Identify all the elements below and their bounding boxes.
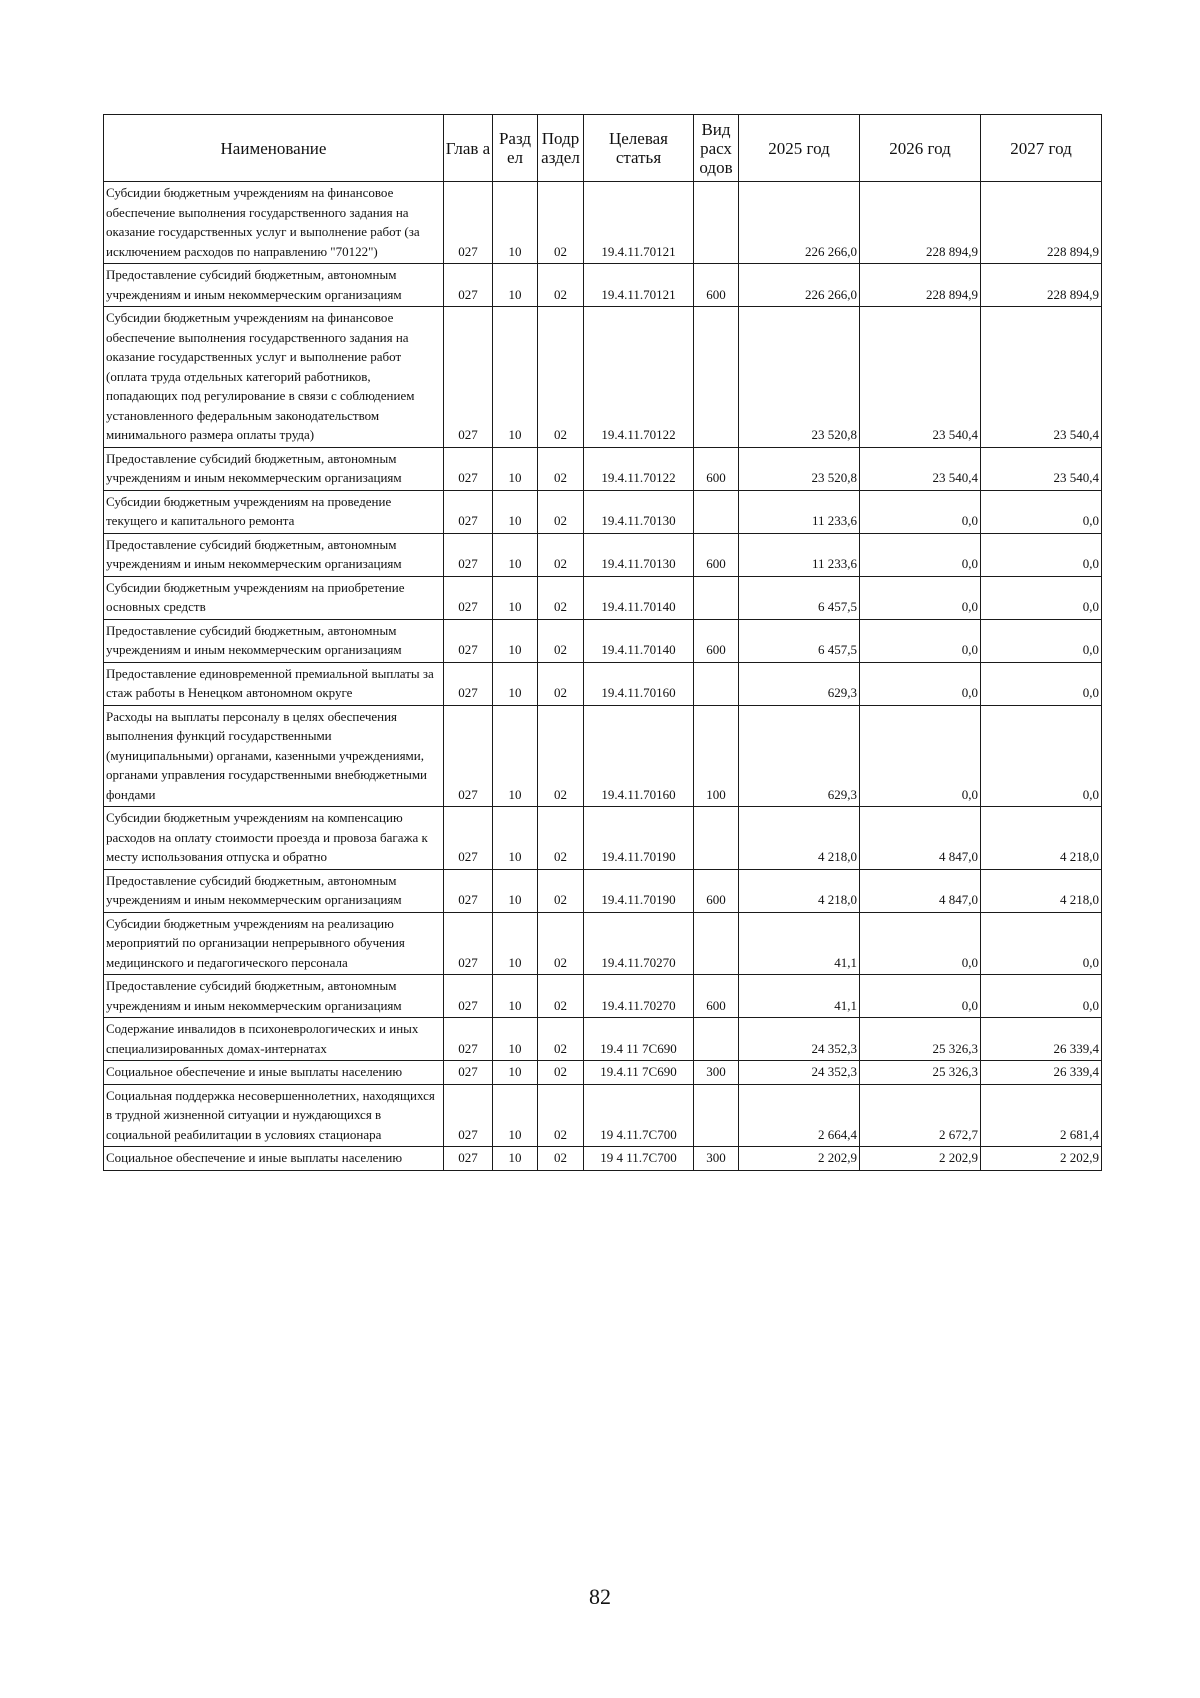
cell-vid: 300 bbox=[694, 1061, 739, 1085]
cell-vid bbox=[694, 662, 739, 705]
cell-razdel: 10 bbox=[493, 264, 538, 307]
cell-glava: 027 bbox=[444, 447, 493, 490]
table-row bbox=[104, 705, 1102, 807]
cell-target: 19.4.11.70160 bbox=[584, 662, 694, 705]
cell-razdel: 10 bbox=[493, 807, 538, 870]
cell-vid: 600 bbox=[694, 619, 739, 662]
cell-name: Субсидии бюджетным учреждениям на реализацию мероприятий по организации непрерывного обучения медицинского и педагогического персонала bbox=[104, 912, 444, 975]
cell-target: 19.4.11 7С690 bbox=[584, 1061, 694, 1085]
cell-podrazdel: 02 bbox=[538, 447, 584, 490]
cell-2027: 228 894,9 bbox=[981, 182, 1102, 264]
cell-name: Предоставление субсидий бюджетным, автономным учреждениям и иным некоммерческим организациям bbox=[104, 264, 444, 307]
cell-razdel: 10 bbox=[493, 447, 538, 490]
table-row bbox=[104, 1147, 1102, 1171]
cell-2025: 6 457,5 bbox=[739, 619, 860, 662]
table-row bbox=[104, 975, 1102, 1018]
header-2026: 2026 год bbox=[860, 115, 981, 182]
cell-2026: 0,0 bbox=[860, 576, 981, 619]
cell-2027: 2 202,9 bbox=[981, 1147, 1102, 1171]
cell-target: 19.4.11.70121 bbox=[584, 264, 694, 307]
cell-vid: 100 bbox=[694, 705, 739, 807]
cell-razdel: 10 bbox=[493, 619, 538, 662]
cell-podrazdel: 02 bbox=[538, 705, 584, 807]
cell-name: Социальная поддержка несовершеннолетних, находящихся в трудной жизненной ситуации и нуждающихся в социальной реабилитации в условиях стационара bbox=[104, 1084, 444, 1147]
cell-target: 19.4.11.70190 bbox=[584, 869, 694, 912]
cell-2026: 0,0 bbox=[860, 533, 981, 576]
cell-podrazdel: 02 bbox=[538, 975, 584, 1018]
table-row bbox=[104, 807, 1102, 870]
table-row bbox=[104, 264, 1102, 307]
table-row bbox=[104, 869, 1102, 912]
cell-2026: 0,0 bbox=[860, 662, 981, 705]
cell-name: Предоставление субсидий бюджетным, автономным учреждениям и иным некоммерческим организациям bbox=[104, 447, 444, 490]
cell-2027: 26 339,4 bbox=[981, 1061, 1102, 1085]
page-number: 82 bbox=[589, 1584, 611, 1609]
cell-2027: 0,0 bbox=[981, 912, 1102, 975]
header-target: Целевая статья bbox=[584, 115, 694, 182]
cell-2026: 4 847,0 bbox=[860, 869, 981, 912]
cell-glava: 027 bbox=[444, 264, 493, 307]
cell-name: Субсидии бюджетным учреждениям на компенсацию расходов на оплату стоимости проезда и провоза багажа к месту использования отпуска и обратно bbox=[104, 807, 444, 870]
cell-razdel: 10 bbox=[493, 490, 538, 533]
cell-2026: 0,0 bbox=[860, 619, 981, 662]
cell-2027: 228 894,9 bbox=[981, 264, 1102, 307]
cell-vid bbox=[694, 182, 739, 264]
cell-glava: 027 bbox=[444, 533, 493, 576]
cell-2025: 41,1 bbox=[739, 912, 860, 975]
table-row bbox=[104, 576, 1102, 619]
cell-2025: 24 352,3 bbox=[739, 1061, 860, 1085]
cell-podrazdel: 02 bbox=[538, 1061, 584, 1085]
cell-2025: 11 233,6 bbox=[739, 533, 860, 576]
header-2025: 2025 год bbox=[739, 115, 860, 182]
cell-2025: 629,3 bbox=[739, 705, 860, 807]
cell-podrazdel: 02 bbox=[538, 619, 584, 662]
cell-name: Социальное обеспечение и иные выплаты населению bbox=[104, 1061, 444, 1085]
cell-2025: 41,1 bbox=[739, 975, 860, 1018]
cell-podrazdel: 02 bbox=[538, 1147, 584, 1171]
cell-2025: 226 266,0 bbox=[739, 182, 860, 264]
cell-glava: 027 bbox=[444, 1061, 493, 1085]
cell-2027: 4 218,0 bbox=[981, 807, 1102, 870]
cell-2026: 23 540,4 bbox=[860, 447, 981, 490]
cell-2025: 6 457,5 bbox=[739, 576, 860, 619]
cell-2025: 23 520,8 bbox=[739, 307, 860, 448]
cell-2025: 11 233,6 bbox=[739, 490, 860, 533]
cell-2025: 2 202,9 bbox=[739, 1147, 860, 1171]
cell-podrazdel: 02 bbox=[538, 576, 584, 619]
header-name: Наименование bbox=[104, 115, 444, 182]
cell-name: Предоставление единовременной премиальной выплаты за стаж работы в Ненецком автономном округе bbox=[104, 662, 444, 705]
cell-2027: 2 681,4 bbox=[981, 1084, 1102, 1147]
cell-razdel: 10 bbox=[493, 662, 538, 705]
cell-2026: 25 326,3 bbox=[860, 1061, 981, 1085]
cell-name: Субсидии бюджетным учреждениям на финансовое обеспечение выполнения государственного задания на оказание государственных услуг и выполнение работ (за исключением расходов по направлению "70122") bbox=[104, 182, 444, 264]
cell-2027: 23 540,4 bbox=[981, 447, 1102, 490]
cell-target: 19.4.11.70270 bbox=[584, 912, 694, 975]
cell-name: Предоставление субсидий бюджетным, автономным учреждениям и иным некоммерческим организациям bbox=[104, 975, 444, 1018]
cell-name: Субсидии бюджетным учреждениям на приобретение основных средств bbox=[104, 576, 444, 619]
cell-vid bbox=[694, 1018, 739, 1061]
cell-target: 19.4.11.70140 bbox=[584, 619, 694, 662]
cell-name: Предоставление субсидий бюджетным, автономным учреждениям и иным некоммерческим организациям bbox=[104, 533, 444, 576]
cell-vid: 600 bbox=[694, 975, 739, 1018]
cell-podrazdel: 02 bbox=[538, 662, 584, 705]
cell-podrazdel: 02 bbox=[538, 912, 584, 975]
cell-razdel: 10 bbox=[493, 705, 538, 807]
table-row bbox=[104, 182, 1102, 264]
cell-vid bbox=[694, 1084, 739, 1147]
cell-podrazdel: 02 bbox=[538, 1018, 584, 1061]
cell-target: 19.4.11.70190 bbox=[584, 807, 694, 870]
cell-razdel: 10 bbox=[493, 1018, 538, 1061]
cell-glava: 027 bbox=[444, 1084, 493, 1147]
cell-vid bbox=[694, 576, 739, 619]
cell-vid: 600 bbox=[694, 533, 739, 576]
cell-target: 19.4.11.70130 bbox=[584, 490, 694, 533]
cell-podrazdel: 02 bbox=[538, 869, 584, 912]
cell-2026: 0,0 bbox=[860, 912, 981, 975]
cell-2027: 26 339,4 bbox=[981, 1018, 1102, 1061]
cell-name: Социальное обеспечение и иные выплаты населению bbox=[104, 1147, 444, 1171]
cell-2025: 2 664,4 bbox=[739, 1084, 860, 1147]
cell-2025: 24 352,3 bbox=[739, 1018, 860, 1061]
cell-vid: 600 bbox=[694, 264, 739, 307]
table-row bbox=[104, 447, 1102, 490]
cell-2026: 0,0 bbox=[860, 705, 981, 807]
cell-2026: 2 672,7 bbox=[860, 1084, 981, 1147]
cell-name: Содержание инвалидов в психоневрологических и иных специализированных домах-интернатах bbox=[104, 1018, 444, 1061]
cell-target: 19.4.11.70122 bbox=[584, 307, 694, 448]
table-row bbox=[104, 307, 1102, 448]
budget-table-container bbox=[103, 114, 1101, 1171]
cell-2027: 0,0 bbox=[981, 533, 1102, 576]
table-body bbox=[104, 182, 1102, 1171]
cell-podrazdel: 02 bbox=[538, 307, 584, 448]
table-row bbox=[104, 1084, 1102, 1147]
cell-2026: 228 894,9 bbox=[860, 264, 981, 307]
cell-glava: 027 bbox=[444, 1147, 493, 1171]
cell-2027: 4 218,0 bbox=[981, 869, 1102, 912]
cell-razdel: 10 bbox=[493, 912, 538, 975]
table-row bbox=[104, 619, 1102, 662]
cell-vid bbox=[694, 807, 739, 870]
cell-name: Предоставление субсидий бюджетным, автономным учреждениям и иным некоммерческим организациям bbox=[104, 619, 444, 662]
cell-2025: 226 266,0 bbox=[739, 264, 860, 307]
cell-target: 19.4.11.70130 bbox=[584, 533, 694, 576]
table-row bbox=[104, 912, 1102, 975]
cell-2026: 23 540,4 bbox=[860, 307, 981, 448]
cell-name: Субсидии бюджетным учреждениям на финансовое обеспечение выполнения государственного задания на оказание государственных услуг и выполнение работ (оплата труда отдельных категорий работников, попадающих под регулирование в связи с соблюдением установленного федеральным законодательством минимального размера оплаты труда) bbox=[104, 307, 444, 448]
cell-2027: 0,0 bbox=[981, 705, 1102, 807]
cell-2025: 4 218,0 bbox=[739, 869, 860, 912]
table-row bbox=[104, 1018, 1102, 1061]
cell-glava: 027 bbox=[444, 307, 493, 448]
cell-2026: 0,0 bbox=[860, 975, 981, 1018]
table-row bbox=[104, 662, 1102, 705]
header-razdel: Разд ел bbox=[493, 115, 538, 182]
cell-2027: 0,0 bbox=[981, 619, 1102, 662]
cell-podrazdel: 02 bbox=[538, 807, 584, 870]
cell-podrazdel: 02 bbox=[538, 533, 584, 576]
table-row bbox=[104, 490, 1102, 533]
header-podrazdel: Подр аздел bbox=[538, 115, 584, 182]
cell-razdel: 10 bbox=[493, 182, 538, 264]
cell-name: Субсидии бюджетным учреждениям на проведение текущего и капитального ремонта bbox=[104, 490, 444, 533]
cell-2027: 0,0 bbox=[981, 576, 1102, 619]
budget-table bbox=[103, 114, 1102, 1171]
cell-razdel: 10 bbox=[493, 1147, 538, 1171]
table-header-row bbox=[104, 115, 1102, 182]
cell-2026: 228 894,9 bbox=[860, 182, 981, 264]
cell-glava: 027 bbox=[444, 619, 493, 662]
cell-target: 19 4.11.7С700 bbox=[584, 1084, 694, 1147]
cell-target: 19.4.11.70270 bbox=[584, 975, 694, 1018]
cell-razdel: 10 bbox=[493, 975, 538, 1018]
cell-target: 19.4 11 7С690 bbox=[584, 1018, 694, 1061]
cell-target: 19.4.11.70121 bbox=[584, 182, 694, 264]
cell-razdel: 10 bbox=[493, 307, 538, 448]
cell-podrazdel: 02 bbox=[538, 264, 584, 307]
cell-2026: 2 202,9 bbox=[860, 1147, 981, 1171]
cell-target: 19.4.11.70140 bbox=[584, 576, 694, 619]
header-2027: 2027 год bbox=[981, 115, 1102, 182]
cell-glava: 027 bbox=[444, 576, 493, 619]
cell-razdel: 10 bbox=[493, 533, 538, 576]
cell-2026: 25 326,3 bbox=[860, 1018, 981, 1061]
cell-2025: 629,3 bbox=[739, 662, 860, 705]
cell-target: 19.4.11.70160 bbox=[584, 705, 694, 807]
header-vid: Вид расх одов bbox=[694, 115, 739, 182]
cell-name: Расходы на выплаты персоналу в целях обеспечения выполнения функций государственными (муниципальными) органами, казенными учреждениями, органами управления государственными внебюджетными фондами bbox=[104, 705, 444, 807]
cell-glava: 027 bbox=[444, 705, 493, 807]
cell-razdel: 10 bbox=[493, 869, 538, 912]
cell-vid: 600 bbox=[694, 869, 739, 912]
cell-2026: 4 847,0 bbox=[860, 807, 981, 870]
cell-vid: 600 bbox=[694, 447, 739, 490]
cell-razdel: 10 bbox=[493, 1084, 538, 1147]
cell-podrazdel: 02 bbox=[538, 1084, 584, 1147]
cell-glava: 027 bbox=[444, 182, 493, 264]
header-glava: Глав а bbox=[444, 115, 493, 182]
cell-2027: 0,0 bbox=[981, 662, 1102, 705]
cell-glava: 027 bbox=[444, 490, 493, 533]
table-row bbox=[104, 1061, 1102, 1085]
cell-2025: 4 218,0 bbox=[739, 807, 860, 870]
cell-vid bbox=[694, 912, 739, 975]
cell-glava: 027 bbox=[444, 912, 493, 975]
cell-podrazdel: 02 bbox=[538, 182, 584, 264]
cell-vid bbox=[694, 490, 739, 533]
table-row bbox=[104, 533, 1102, 576]
cell-glava: 027 bbox=[444, 807, 493, 870]
cell-2025: 23 520,8 bbox=[739, 447, 860, 490]
cell-vid bbox=[694, 307, 739, 448]
cell-2027: 23 540,4 bbox=[981, 307, 1102, 448]
cell-glava: 027 bbox=[444, 662, 493, 705]
cell-name: Предоставление субсидий бюджетным, автономным учреждениям и иным некоммерческим организациям bbox=[104, 869, 444, 912]
cell-2027: 0,0 bbox=[981, 490, 1102, 533]
cell-2026: 0,0 bbox=[860, 490, 981, 533]
cell-vid: 300 bbox=[694, 1147, 739, 1171]
cell-2027: 0,0 bbox=[981, 975, 1102, 1018]
cell-podrazdel: 02 bbox=[538, 490, 584, 533]
cell-glava: 027 bbox=[444, 1018, 493, 1061]
cell-glava: 027 bbox=[444, 869, 493, 912]
cell-razdel: 10 bbox=[493, 576, 538, 619]
cell-glava: 027 bbox=[444, 975, 493, 1018]
cell-target: 19 4 11.7С700 bbox=[584, 1147, 694, 1171]
cell-target: 19.4.11.70122 bbox=[584, 447, 694, 490]
cell-razdel: 10 bbox=[493, 1061, 538, 1085]
